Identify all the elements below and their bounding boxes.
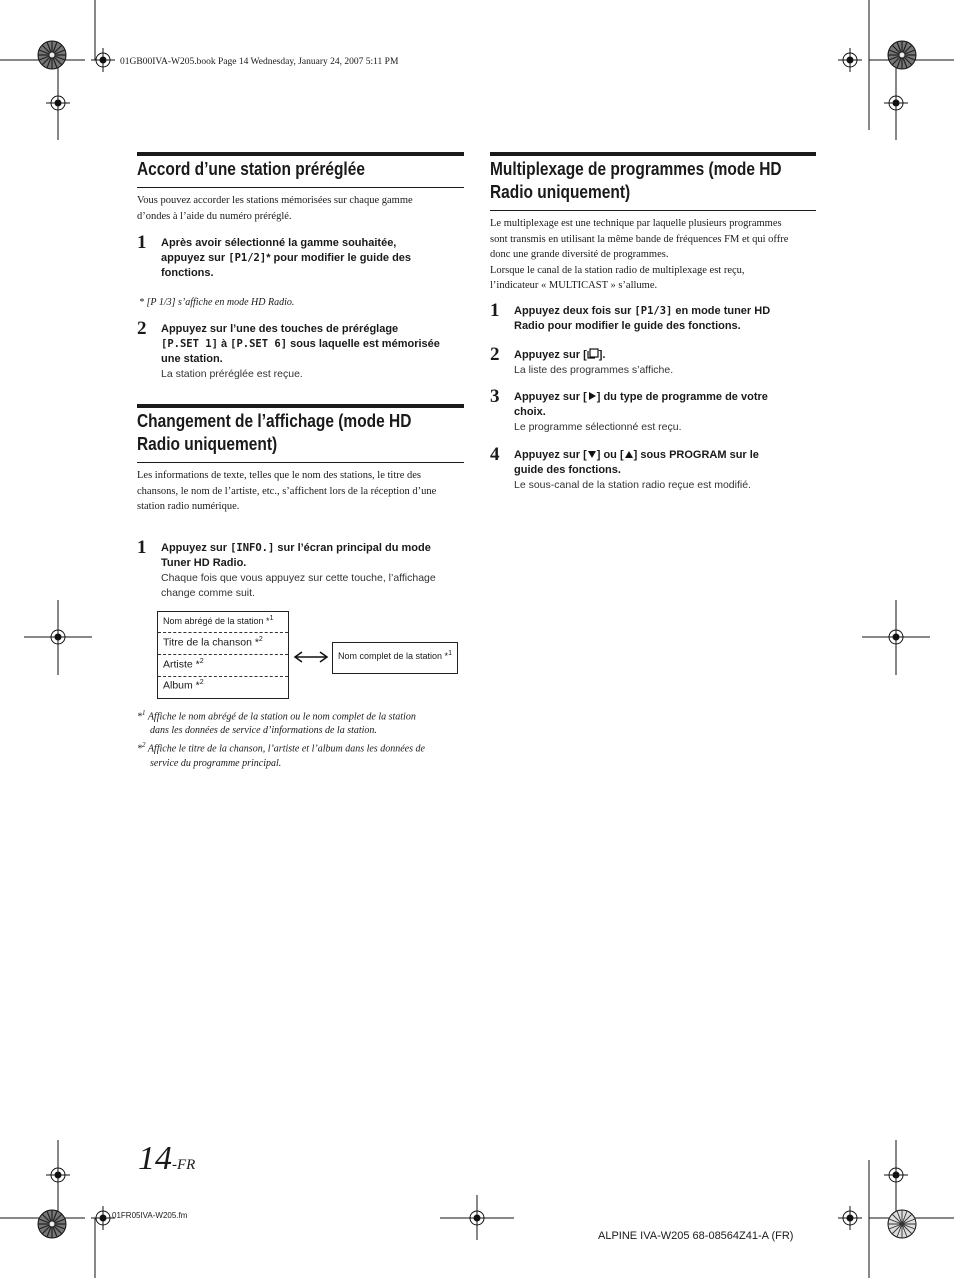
multiplex-step1: Appuyez deux fois sur [P1/3] en mode tuner HD Radio pour modifier le guide des fonctions. [514, 305, 771, 332]
step-number: 4 [490, 444, 500, 465]
down-arrow-icon [587, 449, 597, 459]
key-info: [INFO.] [230, 542, 275, 554]
section2-intro: Les informations de texte, telles que le nom des stations, le titre des chansons, le nom de l’artiste, etc., s’affichent lors de la réception d’une station radio numérique. [137, 470, 437, 512]
multiplex-step4: Appuyez sur [ ] ou [ ] sous PROGRAM sur le guide des fonctions. Le sous-canal de la station radio reçue est modifié. [514, 449, 759, 491]
display-footnotes: *$^1$ Affiche le nom abrégé de la station ou le nom complet de la station dans les données de service d’informations de la station. *$^2$ Affiche le titre de la chanson, l’artiste et l’album dans les données de service du programme principal. [137, 709, 425, 769]
footnote-p13: * [P 1/3] s’affiche en mode HD Radio. [139, 297, 295, 308]
step1-instruction: Après avoir sélectionné la gamme souhaitée, appuyez sur [P1/2]* pour modifier le guide des fonctions. [161, 237, 412, 279]
key-p1-3: [P1/3] [634, 305, 673, 317]
section-title-accord: Accord d’une station préréglée [137, 152, 464, 188]
section-title-multiplexage: Multiplexage de programmes (mode HD Radio uniquement) [490, 152, 816, 211]
play-icon [587, 391, 597, 401]
display-item-album: Album *$^2$ [163, 679, 204, 692]
display-item-song-title: Titre de la chanson *$^2$ [163, 636, 263, 649]
info-step-instruction: Appuyez sur [INFO.] sur l’écran principal du mode Tuner HD Radio. Chaque fois que vous appuyez sur cette touche, l’affichage change comme suit. [161, 542, 436, 599]
divider [158, 632, 288, 633]
section1-intro: Vous pouvez accorder les stations mémorisées sur chaque gamme d’ondes à l’aide du numéro préréglé. [137, 195, 413, 222]
display-item-full-name: Nom complet de la station *$^1$ [338, 650, 452, 661]
up-arrow-icon [624, 449, 634, 459]
display-cycle-right-box [332, 642, 458, 674]
key-pset6: [P.SET 6] [230, 338, 288, 350]
display-cycle-left-box [157, 611, 289, 699]
divider [158, 676, 288, 677]
double-arrow-icon [292, 650, 330, 664]
divider [158, 654, 288, 655]
display-item-short-name: Nom abrégé de la station *$^1$ [163, 615, 274, 626]
page-number: 14-FR [138, 1140, 196, 1177]
step-number: 3 [490, 386, 500, 407]
list-icon [587, 348, 599, 359]
step2-instruction: Appuyez sur l’une des touches de préréglage [P.SET 1] à [P.SET 6] sous laquelle est mémorisée une station. La station préréglée est reçue. [161, 323, 440, 380]
step-number: 1 [490, 300, 500, 321]
step-number: 1 [137, 537, 147, 558]
footer-model-code: ALPINE IVA-W205 68-08564Z41-A (FR) [598, 1230, 794, 1242]
section-title-affichage: Changement de l’affichage (mode HD Radio uniquement) [137, 404, 464, 463]
footer-file-name: 01FR05IVA-W205.fm [112, 1211, 188, 1220]
key-pset1: [P.SET 1] [161, 338, 218, 350]
display-item-artist: Artiste *$^2$ [163, 658, 204, 671]
step-number: 2 [490, 344, 500, 365]
multiplex-step2: Appuyez sur [ ]. La liste des programmes s’affiche. [514, 349, 674, 376]
key-p1-2: [P1/2] [228, 252, 267, 264]
multiplex-intro: Le multiplexage est une technique par laquelle plusieurs programmes sont transmis en utilisant la même bande de fréquences FM et qui offre donc une grande diversité de programmes. Lorsque le canal de la station radio de multiplexage est reçu, l’indicateur « MULTICAST » s’allume. [490, 218, 789, 291]
book-header-line: 01GB00IVA-W205.book Page 14 Wednesday, January 24, 2007 5:11 PM [120, 57, 399, 67]
step-number: 2 [137, 318, 147, 339]
multiplex-step3: Appuyez sur [ ] du type de programme de votre choix. Le programme sélectionné est reçu. [514, 391, 768, 433]
step-number: 1 [137, 232, 147, 253]
